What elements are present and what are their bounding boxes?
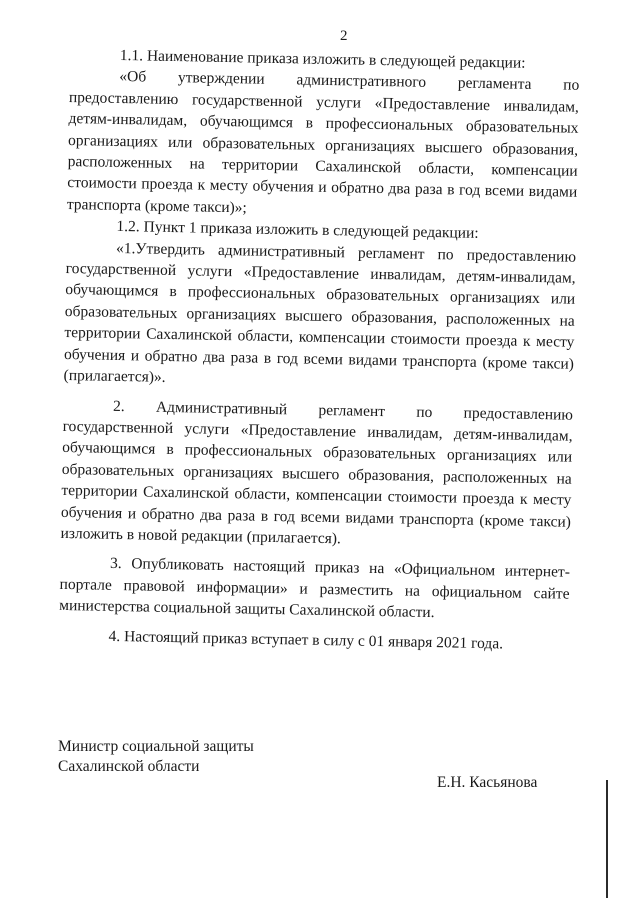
paragraph-1-2: 1.2. Пункт 1 приказа изложить в следующей редакции: [116,218,479,243]
paragraph-1-1: 1.1. Наименование приказа изложить в следующей редакции: [119,46,526,72]
signatory-title-line-1: Министр социальной защиты [58,738,254,755]
document-body [58,44,579,656]
paragraph-4: 4. Настоящий приказ вступает в силу с 01 января 2021 года. [108,627,504,652]
paragraph-3: 3. Опубликовать настоящий приказ на «Официальном интернет-портале правовой информации» и разместить на официальном сайте министерства социальной защиты Сахалинской области. [59,555,571,622]
scan-edge-line [606,780,608,898]
paragraph-point-1: «1.Утвердить административный регламент по предоставлению государственной услуги «Предоставление инвалидам, детям-инвалидам, обучающимся в профессиональных образовательных организациях или образовательных организациях высшего образования, расположенных на территории Сахалинской области, компенсации стоимости проезда к месту обучения и обратно два раза в год всеми видами транспорта (кроме такси) (прилагается)». [63,239,577,386]
paragraph-2: 2. Административный регламент по предоставлению государственной услуги «Предоставление инвалидам, детям-инвалидам, обучающимся в профессиональных образовательных организациях или образовательных организациях высшего образования, расположенных на территории Сахалинской области, компенсации стоимости проезда к месту обучения и обратно два раза в год всеми видами транспорта (кроме такси) изложить в новой редакции (прилагается). [60,397,574,548]
page-number: 2 [340,28,348,44]
paragraph-order-title: «Об утверждении административного регламента по предоставлению государственной услуги «Предоставление инвалидам, детям-инвалидам, обучающимся в профессиональных образовательных организациях или образовательных организациях высшего образования, расположенных на территории Сахалинской области, компенсации стоимости проезда к месту обучения и обратно два раза в год всеми видами транспорта (кроме такси)»; [66,68,580,217]
signatory-name: Е.Н. Касьянова [437,774,538,791]
signatory-title-line-2: Сахалинской области [58,758,200,775]
